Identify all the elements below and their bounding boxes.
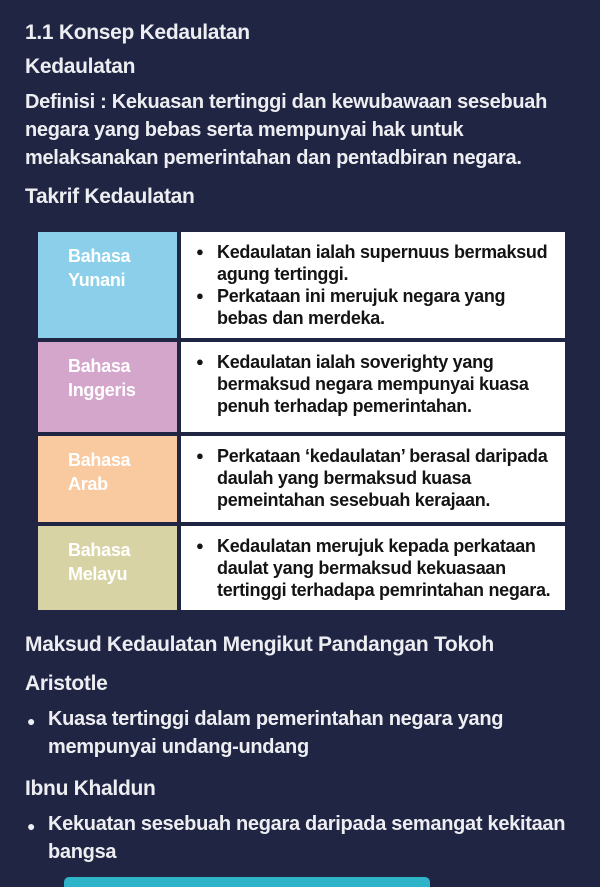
table-row-label-yunani: Bahasa Yunani <box>38 232 177 338</box>
tokoh-name-aristotle: Aristotle <box>25 672 108 695</box>
next-section-bar <box>64 877 430 887</box>
bullet-point: ● Perkataan ini merujuk negara yang bebas dan merdeka. <box>194 285 555 329</box>
tokoh-heading: Maksud Kedaulatan Mengikut Pandangan Tokoh <box>25 633 494 656</box>
definition-text: Definisi : Kekuasan tertinggi dan kewubawaan sesebuah negara yang bebas serta mempunyai hak untuk melaksanakan pemerintahan dan pentadbiran negara. <box>25 91 548 169</box>
bullet-point: ● Kedaulatan ialah supernuus bermaksud agung tertinggi. <box>194 241 555 285</box>
table-row-content-inggeris <box>181 342 565 432</box>
tokoh-point: ● Kekuatan sesebuah negara daripada semangat kekitaan bangsa <box>25 810 570 866</box>
takrif-heading: Takrif Kedaulatan <box>25 185 195 208</box>
tokoh-name-ibnu-khaldun: Ibnu Khaldun <box>25 777 156 800</box>
table-row-label-inggeris: Bahasa Inggeris <box>38 342 177 432</box>
table-row-label-arab: Bahasa Arab <box>38 436 177 522</box>
table-row-content-yunani <box>181 232 565 338</box>
bullet-point: ● Kedaulatan merujuk kepada perkataan daulat yang bermaksud kekuasaan tertinggi terhadapa pemrintahan negara. <box>194 535 555 601</box>
page-title: 1.1 Konsep Kedaulatan <box>25 21 250 44</box>
table-row-content-arab <box>181 436 565 522</box>
tokoh-point: ● Kuasa tertinggi dalam pemerintahan negara yang mempunyai undang-undang <box>25 705 570 761</box>
bullet-point: ● Kedaulatan ialah soverighty yang bermaksud negara mempunyai kuasa penuh terhadap pemerintahan. <box>194 351 555 417</box>
bullet-point: ● Perkataan ‘kedaulatan’ berasal daripada daulah yang bermaksud kuasa pemeintahan sesebuah kerajaan. <box>194 445 555 511</box>
page-subtitle: Kedaulatan <box>25 55 136 78</box>
table-row-content-melayu <box>181 526 565 610</box>
table-row-label-melayu: Bahasa Melayu <box>38 526 177 610</box>
takrif-table <box>38 232 565 610</box>
